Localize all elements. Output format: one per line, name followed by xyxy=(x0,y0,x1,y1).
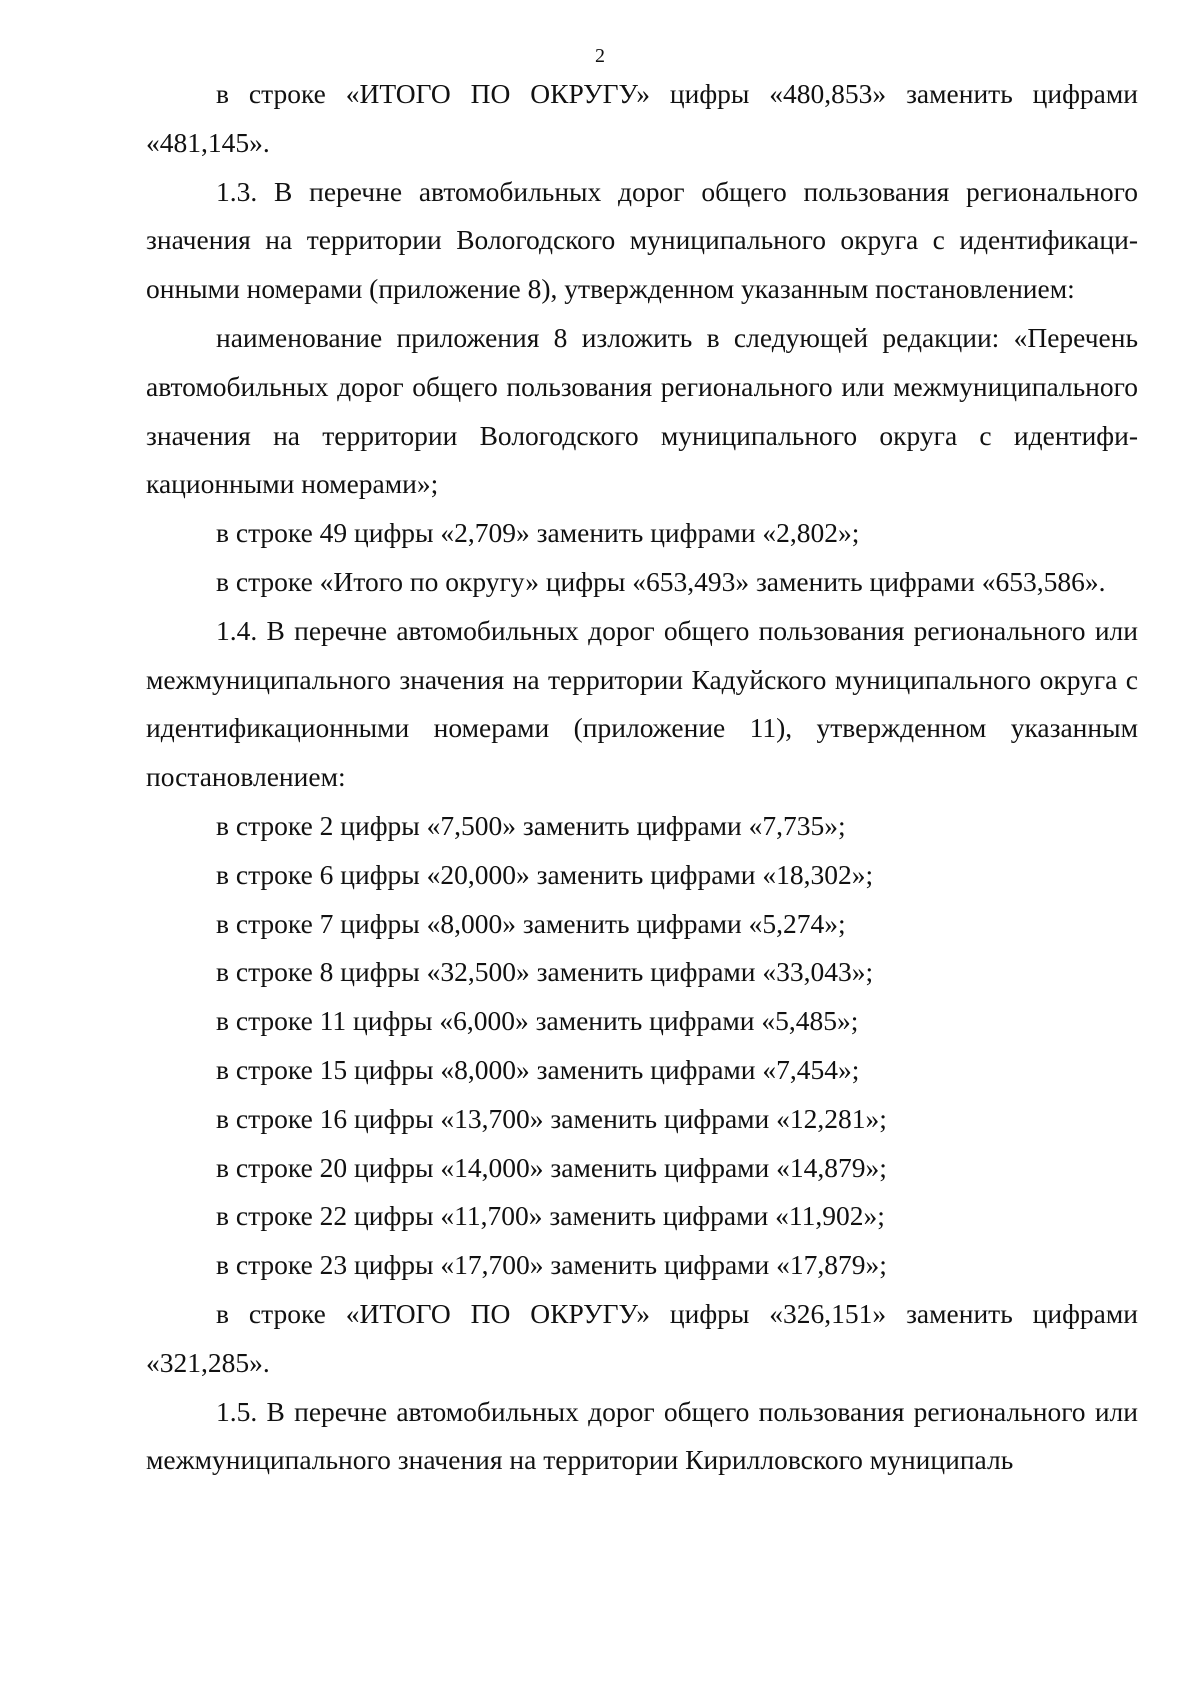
paragraph-total-kaduy: в строке «ИТОГО ПО ОКРУГУ» цифры «326,151» заменить цифрами «321,285». xyxy=(146,1297,1138,1378)
paragraph-total-vologda-prev: в строке «ИТОГО ПО ОКРУГУ» цифры «480,853» заменить цифрами «481,145». xyxy=(146,78,1138,158)
paragraph-total-vologda: в строке «Итого по округу» цифры «653,493» заменить цифрами «653,586». xyxy=(216,565,1106,597)
list-item: в строке 20 цифры «14,000» заменить цифрами «14,879»; xyxy=(216,1151,887,1183)
list-item: в строке 15 цифры «8,000» заменить цифрами «7,454»; xyxy=(216,1053,860,1085)
list-item: в строке 6 цифры «20,000» заменить цифрами «18,302»; xyxy=(216,858,874,890)
page-number: 2 xyxy=(595,45,605,67)
list-item: в строке 11 цифры «6,000» заменить цифрами «5,485»; xyxy=(216,1005,859,1037)
list-item: в строке 7 цифры «8,000» заменить цифрами «5,274»; xyxy=(216,907,846,939)
list-item: в строке 8 цифры «32,500» заменить цифрами «33,043»; xyxy=(216,956,874,988)
document-body xyxy=(146,70,1138,1485)
paragraph-appendix-8-title: наименование приложения 8 изложить в следующей редакции: «Перечень автомобильных дорог общего пользования регионального или межмуниципального значения на территории Вологодского муниципального округа с идентификационными номерами»; xyxy=(146,321,1138,500)
paragraph-1-3-heading: 1.3. В перечне автомобильных дорог общего пользования регионального значения на территории Вологодского муниципального округа с идентификационными номерами (приложение 8), утвержденном указанным постановлением: xyxy=(146,175,1138,305)
list-item: в строке 23 цифры «17,700» заменить цифрами «17,879»; xyxy=(216,1249,887,1281)
list-item: в строке 49 цифры «2,709» заменить цифрами «2,802»; xyxy=(216,517,860,549)
paragraph-1-5-heading: 1.5. В перечне автомобильных дорог общего пользования регионального или межмуниципального значения на территории Кирилловского муниципаль xyxy=(146,1395,1138,1476)
list-item: в строке 22 цифры «11,700» заменить цифрами «11,902»; xyxy=(216,1200,885,1232)
list-item: в строке 16 цифры «13,700» заменить цифрами «12,281»; xyxy=(216,1102,887,1134)
paragraph-1-4-heading: 1.4. В перечне автомобильных дорог общего пользования регионального или межмуниципального значения на территории Кадуйского муниципального округа с идентификационными номерами (приложение 11), утвержденном указанным постановлением: xyxy=(146,614,1138,793)
list-item: в строке 2 цифры «7,500» заменить цифрами «7,735»; xyxy=(216,809,846,841)
